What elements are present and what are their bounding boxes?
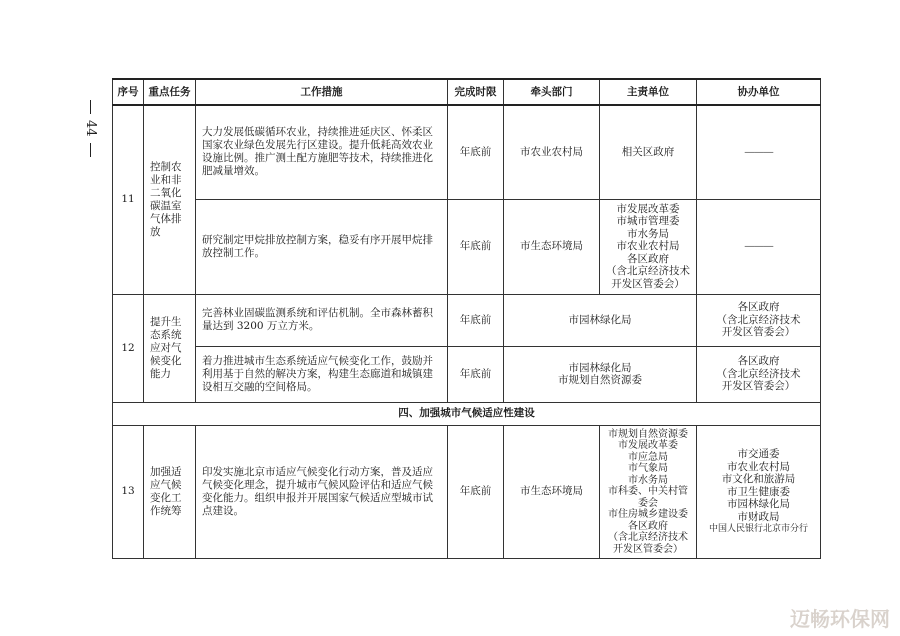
site-watermark: 迈畅环保网 [790, 607, 890, 631]
work-measure: 研究制定甲烷排放控制方案，稳妥有序开展甲烷排放控制工作。 [196, 199, 448, 294]
assisting-unit: 各区政府 （含北京经济技术 开发区管委会） [697, 346, 821, 402]
assist-line: 市农业农村局 [727, 460, 790, 473]
assisting-unit: ——— [697, 199, 821, 294]
table-row [113, 346, 821, 402]
header-measure: 工作措施 [196, 79, 448, 105]
assist-line: 市财政局 [737, 510, 780, 523]
assist-line: 市卫生健康委 [727, 485, 790, 498]
row-number: 12 [113, 294, 144, 402]
deadline: 年底前 [448, 425, 504, 559]
header-responsible: 主责单位 [600, 79, 697, 105]
table-header-row [113, 79, 821, 105]
header-deadline: 完成时限 [448, 79, 504, 105]
deadline: 年底前 [448, 199, 504, 294]
row-number: 13 [113, 425, 144, 559]
lead-and-responsible: 市园林绿化局 [504, 294, 697, 346]
work-measure: 大力发展低碳循环农业，持续推进延庆区、怀柔区国家农业绿色发展先行区建设。提升低耗高效农业设施比例。推广测土配方施肥等技术，持续推进化肥减量增效。 [196, 105, 448, 199]
table-row [113, 199, 821, 294]
work-measure: 印发实施北京市适应气候变化行动方案，普及适应气候变化理念，提升城市气候风险评估和适应气候变化能力。组织申报并开展国家气候适应型城市试点建设。 [196, 425, 448, 559]
assist-line: 中国人民银行北京市分行 [708, 524, 808, 534]
page-number [80, 100, 100, 157]
deadline: 年底前 [448, 294, 504, 346]
assist-line: 市交通委 [737, 448, 780, 460]
table-row [113, 425, 821, 559]
table-row [113, 294, 821, 346]
deadline: 年底前 [448, 105, 504, 199]
section-row [113, 402, 821, 425]
assisting-unit: ——— [697, 105, 821, 199]
header-task: 重点任务 [144, 79, 196, 105]
assist-line: 市文化和旅游局 [721, 473, 796, 485]
header-lead: 牵头部门 [504, 79, 600, 105]
responsible-unit: 市规划自然资源委 市发展改革委 市应急局 市气象局 市水务局 市科委、中关村管委会 市住房城乡建设委 各区政府 （含北京经济技术 开发区管委会） [600, 425, 697, 559]
lead-and-responsible: 市园林绿化局 市规划自然资源委 [504, 346, 697, 402]
page-number-dash-bottom [90, 143, 91, 157]
responsible-unit: 市发展改革委 市城市管理委 市水务局 市农业农村局 各区政府 （含北京经济技术 开发区管委会） [600, 199, 697, 294]
task-table [112, 78, 821, 559]
work-measure: 着力推进城市生态系统适应气候变化工作，鼓励并利用基于自然的解决方案，构建生态廊道和城镇建设相互交融的空间格局。 [196, 346, 448, 402]
responsible-unit: 相关区政府 [600, 105, 697, 199]
header-assist: 协办单位 [697, 79, 821, 105]
table-row [113, 105, 821, 199]
assist-line: 市园林绿化局 [727, 498, 790, 510]
assisting-unit [697, 425, 821, 559]
page-number-text: 44 [83, 120, 98, 137]
deadline: 年底前 [448, 346, 504, 402]
assisting-unit: 各区政府 （含北京经济技术 开发区管委会） [697, 294, 821, 346]
key-task: 提升生态系统应对气候变化能力 [144, 294, 196, 402]
lead-department: 市生态环境局 [504, 199, 600, 294]
section-title: 四、加强城市气候适应性建设 [113, 402, 821, 425]
work-measure: 完善林业固碳监测系统和评估机制。全市森林蓄积量达到 3200 万立方米。 [196, 294, 448, 346]
page-number-dash-top [90, 100, 91, 114]
header-no: 序号 [113, 79, 144, 105]
lead-department: 市农业农村局 [504, 105, 600, 199]
row-number: 11 [113, 105, 144, 294]
key-task: 控制农业和非二氧化碳温室气体排放 [144, 105, 196, 294]
lead-department: 市生态环境局 [504, 425, 600, 559]
key-task: 加强适应气候变化工作统筹 [144, 425, 196, 559]
